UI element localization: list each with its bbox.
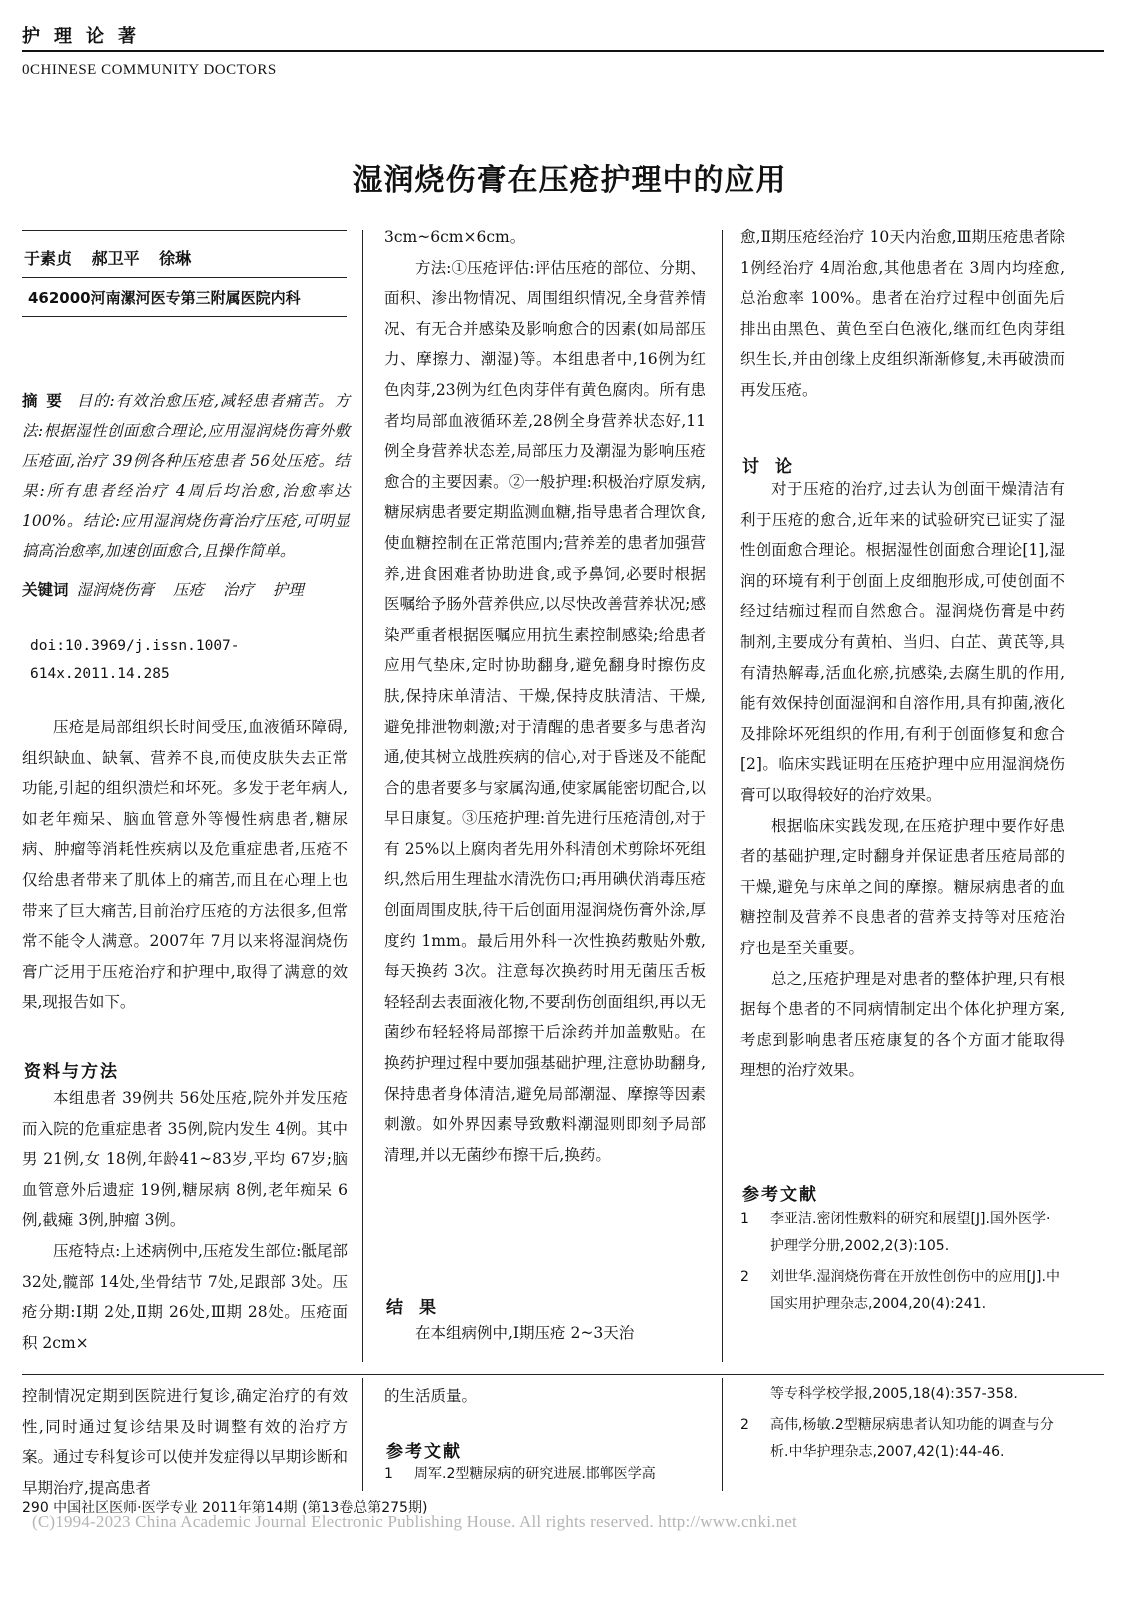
prev-article-column-1	[22, 1381, 348, 1503]
author-block-top-rule	[22, 230, 347, 231]
abstract-label: 摘要	[22, 392, 71, 410]
section-header: 护理论著	[22, 26, 150, 47]
lower-section-rule	[22, 1374, 1104, 1375]
column-3-results	[740, 222, 1065, 406]
prev-article-text-cont: 的生活质量。	[384, 1387, 478, 1405]
column-3-discussion	[740, 474, 1065, 1086]
author-block-bottom-rule	[22, 316, 347, 317]
journal-name: 0CHINESE COMMUNITY DOCTORS	[22, 62, 277, 78]
affiliation: 462000河南漯河医专第三附属医院内科	[28, 289, 301, 307]
doi: doi:10.3969/j.issn.1007-614x.2011.14.285	[30, 638, 240, 682]
article-title: 湿润烧伤膏在压疮护理中的应用	[352, 163, 787, 198]
keywords-text: 湿润烧伤膏 压疮 治疗 护理	[76, 581, 304, 599]
abstract	[22, 386, 350, 566]
lower-column-divider-left	[362, 1378, 363, 1491]
reference-item	[740, 1206, 1062, 1260]
references-heading: 参考文献	[742, 1185, 818, 1205]
reference-text: 等专科学校学报,2005,18(4):357-358.	[770, 1386, 1018, 1402]
intro-paragraph: 压疮是局部组织长时间受压,血液循环障碍,组织缺血、缺氧、营养不良,而使皮肤失去正常功能,引起的组织溃烂和坏死。多发于老年病人,如老年痴呆、脑血管意外等慢性病患者,糖尿病、肿瘤等消耗性疾病以及危重症患者,压疮不仅给患者带来了肌体上的痛苦,而且在心理上也带来了巨大痛苦,目前治疗压疮的方法很多,但常常不能令人满意。2007年 7月以来将湿润烧伤膏广泛用于压疮治疗和护理中,取得了满意的效果,现报告如下。	[22, 718, 348, 1012]
reference-text: 高伟,杨敏.2型糖尿病患者认知功能的调查与分析.中华护理杂志,2007,42(1):44-46.	[770, 1417, 1054, 1460]
reference-item	[740, 1412, 1062, 1466]
reference-number: 2	[740, 1417, 749, 1433]
keywords-label: 关键词	[22, 581, 69, 599]
results-heading: 结果	[386, 1298, 452, 1318]
prev-references-heading: 参考文献	[386, 1442, 462, 1462]
prev-references-list	[384, 1461, 706, 1492]
reference-text: 刘世华.湿润烧伤膏在开放性创伤中的应用[J].中国实用护理杂志,2004,20(4):241.	[770, 1269, 1060, 1312]
copyright-watermark: (C)1994-2023 China Academic Journal Electronic Publishing House. All rights reserved. http://www.cnki.net	[32, 1512, 797, 1531]
reference-number: 1	[740, 1211, 749, 1227]
reference-number: 2	[740, 1269, 749, 1285]
prev-references-list-cont	[740, 1381, 1062, 1470]
discussion-heading: 讨论	[742, 457, 808, 477]
abstract-text: 目的:有效治愈压疮,减轻患者痛苦。方法:根据湿性创面愈合理论,应用湿润烧伤膏外敷压疮面,治疗 39例各种压疮患者 56处压疮。结果:所有患者经治疗 4周后均治愈,治愈率达 100%。结论:应用湿润烧伤膏治疗压疮,可明显搞高治愈率,加速创面愈合,且操作简单。	[22, 392, 350, 560]
methods-heading: 资料与方法	[24, 1062, 119, 1082]
column-1-methods	[22, 1083, 348, 1358]
prev-article-text: 控制情况定期到医院进行复诊,确定治疗的有效性,同时通过复诊结果及时调整有效的治疗方案。通过专科复诊可以使并发症得以早期诊断和早期治疗,提高患者	[22, 1387, 348, 1497]
reference-text: 李亚洁.密闭性敷料的研究和展望[J].国外医学·护理学分册,2002,2(3):105.	[770, 1211, 1051, 1254]
reference-text: 周军.2型糖尿病的研究进展.邯郸医学高	[414, 1466, 656, 1482]
lower-column-divider-right	[722, 1378, 723, 1491]
results-paragraph: 在本组病例中,Ⅰ期压疮 2~3天治	[415, 1324, 635, 1342]
keywords	[22, 575, 350, 605]
methods-paragraph-3: 方法:①压疮评估:评估压疮的部位、分期、面积、渗出物情况、周围组织情况,全身营养情况、有无合并感染及影响愈合的因素(如局部压力、摩擦力、潮湿)等。本组患者中,16例为红色肉芽,23例为红色肉芽伴有黄色腐肉。所有患者均局部血液循环差,28例全身营养状态好,11例全身营养状态差,局部压力及潮湿为影响压疮愈合的主要因素。②一般护理:积极治疗原发病,糖尿病患者要定期监测血糖,指导患者合理饮食,使血糖控制在正常范围内;营养差的患者加强营养,进食困难者协助进食,或予鼻饲,必要时根据医嘱给予肠外营养供应,以尽快改善营养状况;感染严重者根据医嘱应用抗生素控制感染;给患者应用气垫床,定时协助翻身,避免翻身时擦伤皮肤,保持床单清洁、干燥,保持皮肤清洁、干燥,避免排泄物刺激;对于清醒的患者要多与患者沟通,使其树立战胜疾病的信心,对于昏迷及不能配合的患者要多与家属沟通,使家属能密切配合,以早日康复。③压疮护理:首先进行压疮清创,对于有 25%以上腐肉者先用外科清创术剪除坏死组织,然后用生理盐水清洗伤口;再用碘伏消毒压疮创面周围皮肤,待干后创面用湿润烧伤膏外涂,厚度约 1mm。最后用外科一次性换药敷贴外敷,每天换药 3次。注意每次换药时用无菌压舌板轻轻刮去表面液化物,不要刮伤创面组织,再以无菌纱布轻轻将局部擦干后涂药并加盖敷贴。在换药护理过程中要加强基础护理,注意协助翻身,保持患者身体清洁,避免局部潮湿、摩擦等因素刺激。如外界因素导致敷料潮湿则即刻予局部清理,并以无菌纱布擦干后,换药。	[384, 258, 706, 1164]
results-paragraph-cont: 愈,Ⅱ期压疮经治疗 10天内治愈,Ⅲ期压疮患者除 1例经治疗 4周治愈,其他患者在 3周内均痊愈,总治愈率 100%。患者在治疗过程中创面先后排出由黑色、黄色至白色液化,继而红色肉芽组织生长,并由创缘上皮组织渐渐修复,未再破溃而再发压疮。	[740, 228, 1065, 399]
reference-item	[740, 1381, 1062, 1408]
references-list	[740, 1206, 1062, 1322]
reference-item	[384, 1461, 706, 1488]
header-rule	[22, 50, 1104, 52]
methods-paragraph-1: 本组患者 39例共 56处压疮,院外并发压疮而入院的危重症患者 35例,院内发生 4例。其中男 21例,女 18例,年龄41~83岁,平均 67岁;脑血管意外后遗症 19例,糖尿病 8例,老年痴呆 6例,截瘫 3例,肿瘤 3例。	[22, 1089, 348, 1230]
reference-item	[740, 1264, 1062, 1318]
methods-paragraph-2-cont: 3cm~6cm×6cm。	[384, 228, 526, 246]
methods-paragraph-2: 压疮特点:上述病例中,压疮发生部位:骶尾部 32处,髋部 14处,坐骨结节 7处,足跟部 3处。压疮分期:Ⅰ期 2处,Ⅱ期 26处,Ⅲ期 28处。压疮面积 2cm×	[22, 1241, 348, 1352]
discussion-paragraph-1: 对于压疮的治疗,过去认为创面干燥清洁有利于压疮的愈合,近年来的试验研究已证实了湿性创面愈合理论。根据湿性创面愈合理论[1],湿润的环境有利于创面上皮细胞形成,可使创面不经过结痂过程而自然愈合。湿润烧伤膏是中药制剂,主要成分有黄柏、当归、白芷、黄芪等,具有清热解毒,活血化瘀,抗感染,去腐生肌的作用,能有效保持创面湿润和自溶作用,具有抑菌,液化及排除坏死组织的作用,有利于创面修复和愈合[2]。临床实践证明在压疮护理中应用湿润烧伤膏可以取得较好的治疗效果。	[740, 480, 1065, 804]
column-2-methods	[384, 222, 706, 1170]
author-block-mid-rule	[22, 277, 347, 278]
discussion-paragraph-2: 根据临床实践发现,在压疮护理中要作好患者的基础护理,定时翻身并保证患者压疮局部的干燥,避免与床单之间的摩擦。糖尿病患者的血糖控制及营养不良患者的营养支持等对压疮治疗也是至关重要。	[740, 816, 1065, 957]
column-divider-right	[722, 230, 723, 1362]
discussion-paragraph-3: 总之,压疮护理是对患者的整体护理,只有根据每个患者的不同病情制定出个体化护理方案,考虑到影响患者压疮康复的各个方面才能取得理想的治疗效果。	[740, 969, 1065, 1080]
page-footer: 290 中国社区医师·医学专业 2011年第14期 (第13卷总第275期)	[22, 1500, 428, 1516]
column-divider-left	[362, 230, 363, 1362]
column-2-results	[384, 1318, 706, 1349]
prev-article-column-2	[384, 1381, 706, 1412]
reference-number: 1	[384, 1466, 393, 1482]
authors: 于素贞 郝卫平 徐琳	[24, 249, 192, 268]
column-1-intro	[22, 712, 348, 1018]
